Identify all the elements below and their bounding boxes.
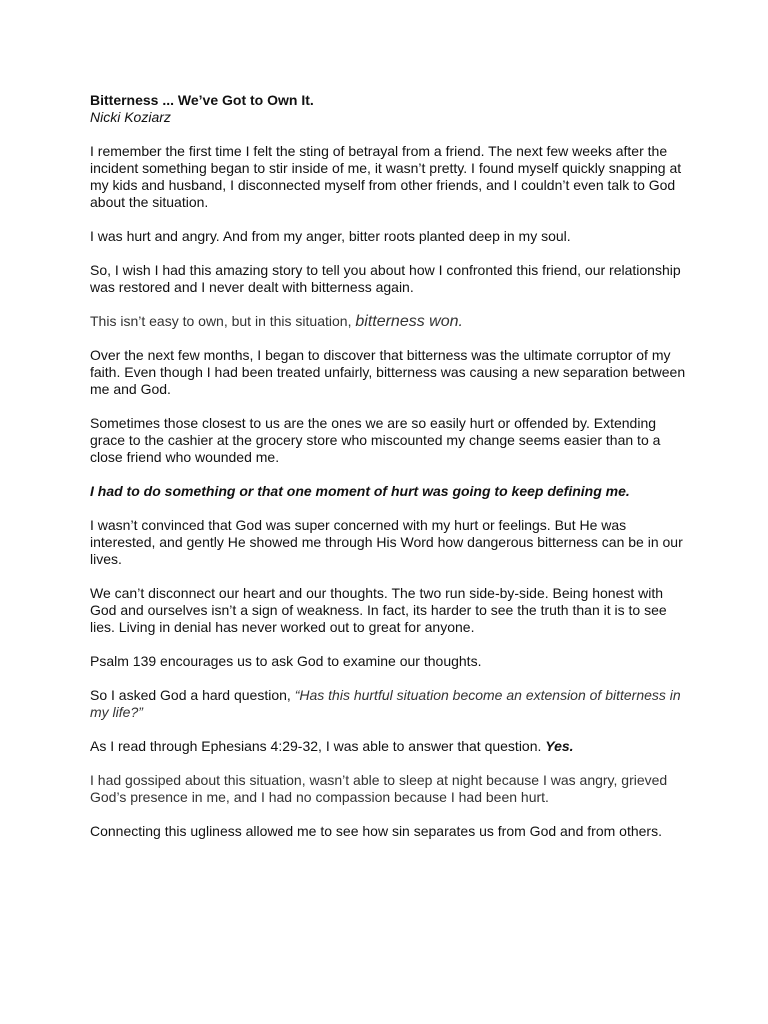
- paragraph-3: So, I wish I had this amazing story to tell you about how I confronted this friend, our relationship was restored and I never dealt with bitterness again.: [90, 262, 681, 295]
- paragraph-11-quote: “Has this hurtful situation become an extension of bitterness in my life?”: [90, 687, 681, 720]
- paragraph-9: We can’t disconnect our heart and our thoughts. The two run side-by-side. Being honest with God and ourselves isn’t a sign of weakness. In fact, its harder to see the truth than it is to see lies. Living in denial has never worked out to great for anyone.: [90, 585, 667, 635]
- paragraph-14: Connecting this ugliness allowed me to see how sin separates us from God and from others.: [90, 823, 662, 839]
- article-title: Bitterness ... We’ve Got to Own It.: [90, 92, 314, 108]
- paragraph-8: I wasn’t convinced that God was super concerned with my hurt or feelings. But He was interested, and gently He showed me through His Word how dangerous bitterness can be in our lives.: [90, 517, 683, 567]
- paragraph-4: [90, 313, 690, 330]
- paragraph-5: Over the next few months, I began to discover that bitterness was the ultimate corruptor of my faith. Even though I had been treated unfairly, bitterness was causing a new separation between me and God.: [90, 347, 686, 397]
- paragraph-12: [90, 738, 690, 755]
- article-author: Nicki Koziarz: [90, 109, 171, 125]
- paragraph-12-emphasis: Yes.: [545, 738, 574, 754]
- paragraph-10: Psalm 139 encourages us to ask God to examine our thoughts.: [90, 653, 482, 669]
- paragraph-7-bold-statement: I had to do something or that one moment of hurt was going to keep defining me.: [90, 483, 630, 499]
- paragraph-1: I remember the first time I felt the sting of betrayal from a friend. The next few weeks after the incident something began to stir inside of me, it wasn’t pretty. I found myself quickly snapping at my kids and husband, I disconnected myself from other friends, and I couldn’t even talk to God about the situation.: [90, 143, 682, 210]
- document-page: [90, 92, 690, 857]
- paragraph-12-text: As I read through Ephesians 4:29-32, I was able to answer that question.: [90, 738, 546, 754]
- paragraph-4-emphasis: bitterness won.: [355, 313, 463, 330]
- paragraph-11: [90, 687, 690, 721]
- paragraph-11-text: So I asked God a hard question,: [90, 687, 295, 703]
- paragraph-13: I had gossiped about this situation, wasn’t able to sleep at night because I was angry, grieved God’s presence in me, and I had no compassion because I had been hurt.: [90, 772, 668, 805]
- paragraph-2: I was hurt and angry. And from my anger, bitter roots planted deep in my soul.: [90, 228, 571, 244]
- paragraph-6: Sometimes those closest to us are the ones we are so easily hurt or offended by. Extending grace to the cashier at the grocery store who miscounted my change seems easier than to a close friend who wounded me.: [90, 415, 661, 465]
- paragraph-4-text: This isn’t easy to own, but in this situation,: [90, 313, 356, 329]
